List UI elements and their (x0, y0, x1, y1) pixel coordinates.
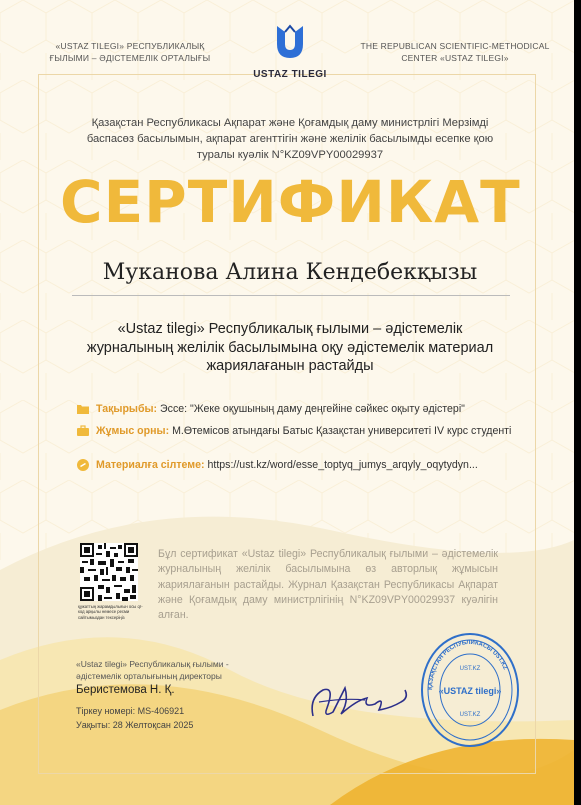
director-name: Беристемова Н. Қ. (76, 684, 175, 696)
qr-code[interactable] (80, 543, 138, 601)
header-left-text: «USTAZ TILEGI» РЕСПУБЛИКАЛЫҚ ҒЫЛЫМИ – ӘДІСТЕМЕЛІК ОРТАЛЫҒЫ (49, 41, 211, 64)
stamp-center-text: «USTAZ tilegi» (438, 686, 502, 696)
topic-value: Эссе: "Жеке оқушының даму деңгейіне сәйкес оқыту әдістері" (160, 403, 465, 415)
logo-icon (273, 22, 307, 62)
name-underline (72, 295, 510, 296)
folder-icon (76, 402, 90, 416)
workplace-label: Жұмыс орны: (96, 425, 170, 437)
material-link-value[interactable]: https://ust.kz/word/esse_toptyq_jumys_arqyly_oqytydyn... (207, 459, 478, 471)
director-title: «Ustaz tilegi» Республикалық ғылыми - әдістемелік орталығының директоры (76, 659, 229, 681)
certificate-description: «Ustaz tilegi» Республикалық ғылыми – әдістемелік журналының желілік басылымына оқу әдістемелік материал жариялағанын растайды (86, 321, 494, 375)
recipient-name: Муканова Алина Кендебекқызы (102, 260, 478, 285)
workplace-value: М.Өтемісов атындағы Батыс Қазақстан университеті IV курс студенті (172, 425, 512, 437)
stamp-outer-text: ҚАЗАҚСТАН РЕСПУБЛИКАСЫ UST.KZ (427, 639, 508, 691)
stamp-bottom-text: UST.KZ (459, 712, 481, 718)
briefcase-icon (76, 424, 90, 438)
registration-date: Уақыты: 28 Желтоқсан 2025 (76, 720, 194, 730)
topic-label: Тақырыбы: (96, 403, 158, 415)
material-link-label: Материалға сілтеме: (96, 459, 205, 471)
link-icon (76, 458, 90, 472)
director-signature (305, 668, 415, 728)
certificate-title: СЕРТИФИКАТ (60, 168, 521, 236)
header-right-text: THE REPUBLICAN SCIENTIFIC-METHODICAL CENTER «USTAZ TILEGI» (360, 41, 550, 64)
footer-confirmation-text: Бұл сертификат «Ustaz tilegi» Республикалық ғылыми – әдістемелік журналының желілік басылымына өз авторлық жұмысын жариялағанын растайды. Журнал Қазақстан Республикасы Ақпарат және Қоғамдық даму министрлігінің N°KZ09VPY00029937 куәлігін алған. (158, 548, 498, 622)
ustaz-logo (250, 22, 330, 80)
stamp-top-text: UST.KZ (459, 666, 481, 672)
qr-caption: құжаттың жарамдылығын осы qr-код арқылы немесе ресми сайтымыздан тексеріңіз (78, 604, 143, 620)
logo-name: USTAZ TILEGI (253, 69, 327, 80)
registration-number: Тіркеу номері: MS-406921 (76, 706, 185, 716)
registration-text: Қазақстан Республикасы Ақпарат және Қоғамдық даму министрлігі Мерзімді баспасөз басылымын, ақпарат агенттігін және желілік басылымды есепке қою туралы куәлік N°KZ09VPY00029937 (86, 117, 494, 162)
official-stamp (418, 630, 522, 750)
